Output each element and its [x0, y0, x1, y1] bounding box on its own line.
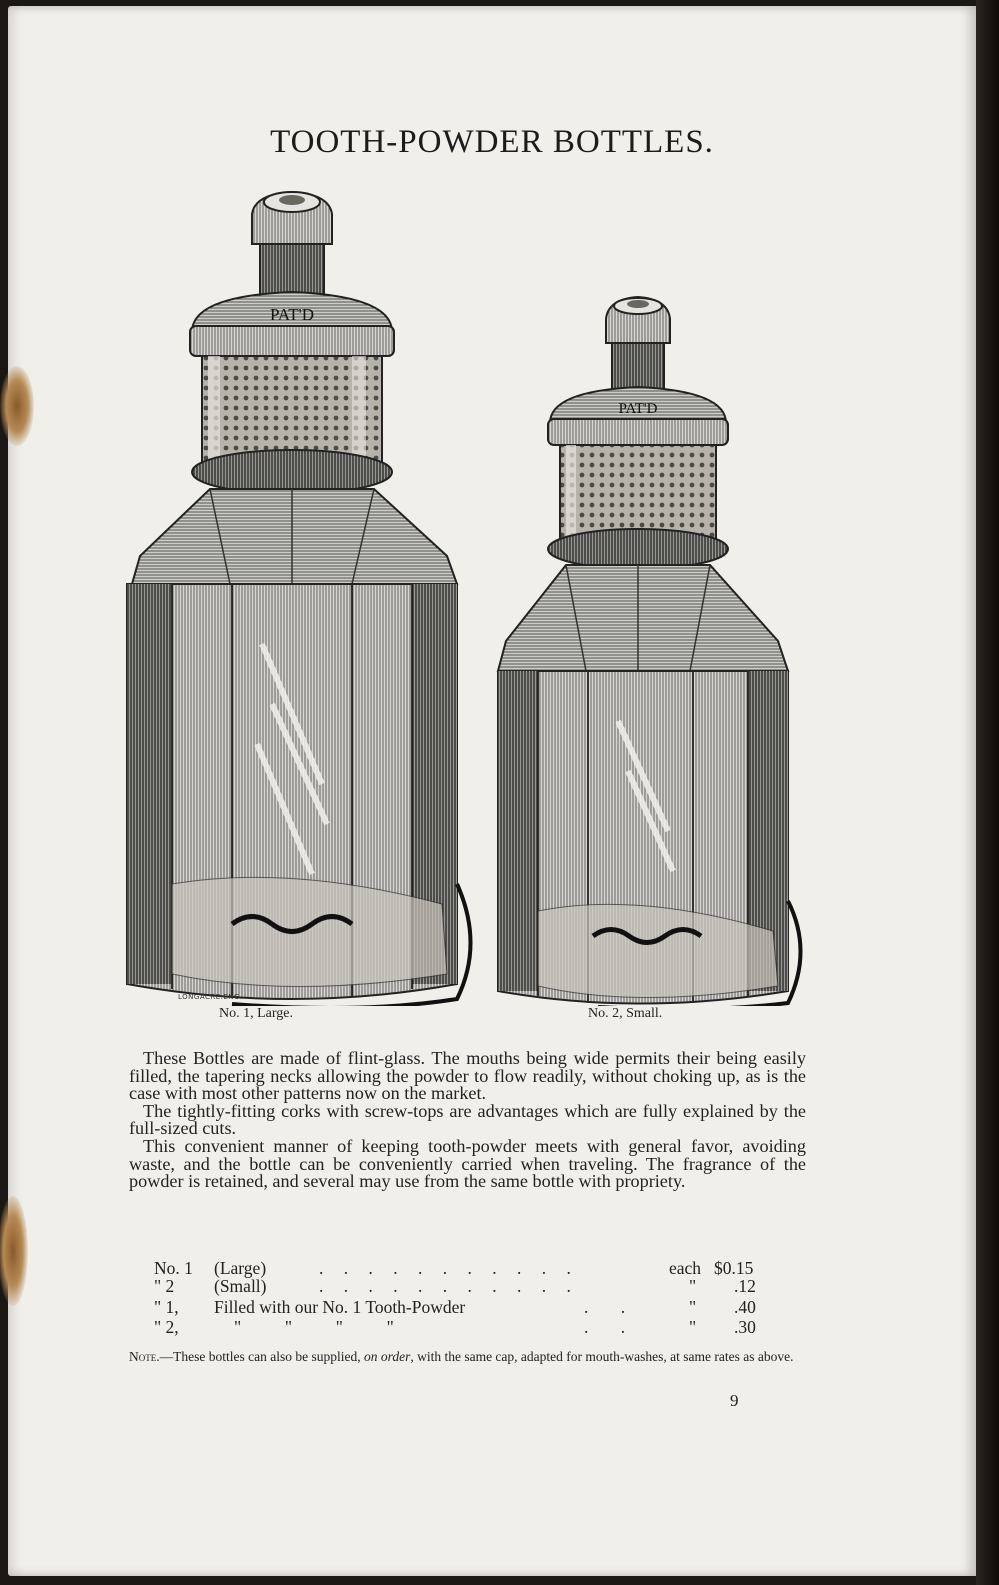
footnote-text: —These bottles can also be supplied,: [159, 1349, 364, 1364]
engraver-signature: LONGACRE.ENG.: [178, 993, 243, 1001]
price-item-price: .40: [734, 1297, 756, 1317]
catalog-page: [8, 6, 976, 1576]
price-item-price: .30: [734, 1317, 756, 1337]
price-item-dots: . .: [584, 1317, 640, 1337]
footnote: [129, 1350, 811, 1364]
price-item-price: .12: [734, 1276, 756, 1296]
price-row: [154, 1317, 794, 1337]
footnote-text: , with the same cap, adapted for mouth-washes, at same rates as above.: [410, 1349, 794, 1364]
price-item-desc: (Small): [214, 1276, 267, 1296]
price-item-desc: " " " ": [234, 1317, 394, 1337]
price-row: [154, 1297, 794, 1317]
bottle-small-caption: No. 2, Small.: [588, 1006, 663, 1021]
page-title: TOOTH-POWDER BOTTLES.: [270, 124, 714, 160]
foxing-stain: [0, 366, 34, 446]
price-item-unit: ": [689, 1317, 697, 1337]
price-item-price: $0.15: [714, 1258, 754, 1278]
description-paragraph: This convenient manner of keeping tooth-powder meets with general favor, avoiding waste, and the bottle can be conveniently carried when traveling. The fragrance of the powder is retained, and several may use from the same bottle with propriety.: [129, 1135, 806, 1192]
foxing-stain: [0, 1196, 28, 1306]
price-row: [154, 1258, 794, 1278]
price-item-unit: each: [669, 1258, 702, 1278]
footnote-emphasis: on order: [363, 1349, 411, 1364]
description-paragraph: These Bottles are made of flint-glass. The mouths being wide permits their being easily filled, the tapering necks allowing the powder to flow readily, without choking up, as is the case with most other patterns now on the market.: [129, 1048, 806, 1104]
footnote-label: Note.: [129, 1349, 160, 1364]
description-text: [129, 1050, 806, 1191]
bottle-large-caption: No. 1, Large.: [219, 1006, 293, 1021]
price-item-dots: . .: [584, 1297, 640, 1317]
price-item-no: " 2,: [154, 1317, 179, 1337]
cap-patent-text: PAT'D: [618, 401, 658, 417]
price-item-desc: Filled with our No. 1 Tooth-Powder: [214, 1297, 466, 1317]
bottle-large-illustration: [112, 184, 482, 1006]
price-item-desc: (Large): [214, 1258, 267, 1278]
price-item-no: " 2: [154, 1276, 175, 1296]
price-item-dots: . . . . . . . . . . .: [319, 1258, 579, 1278]
price-item-dots: . . . . . . . . . . .: [319, 1276, 579, 1296]
cap-patent-text: PAT'D: [269, 305, 315, 324]
price-item-unit: ": [689, 1297, 697, 1317]
bottle-small-illustration: [488, 291, 808, 1006]
price-row: [154, 1276, 794, 1296]
description-paragraph: The tightly-fitting corks with screw-tops are advantages which are fully explained by the full-sized cuts.: [129, 1100, 806, 1139]
book-spine-edge: [976, 0, 999, 1585]
price-item-no: No. 1: [154, 1258, 193, 1278]
price-item-no: " 1,: [154, 1297, 179, 1317]
page-number: 9: [730, 1391, 739, 1410]
price-item-unit: ": [689, 1276, 697, 1296]
